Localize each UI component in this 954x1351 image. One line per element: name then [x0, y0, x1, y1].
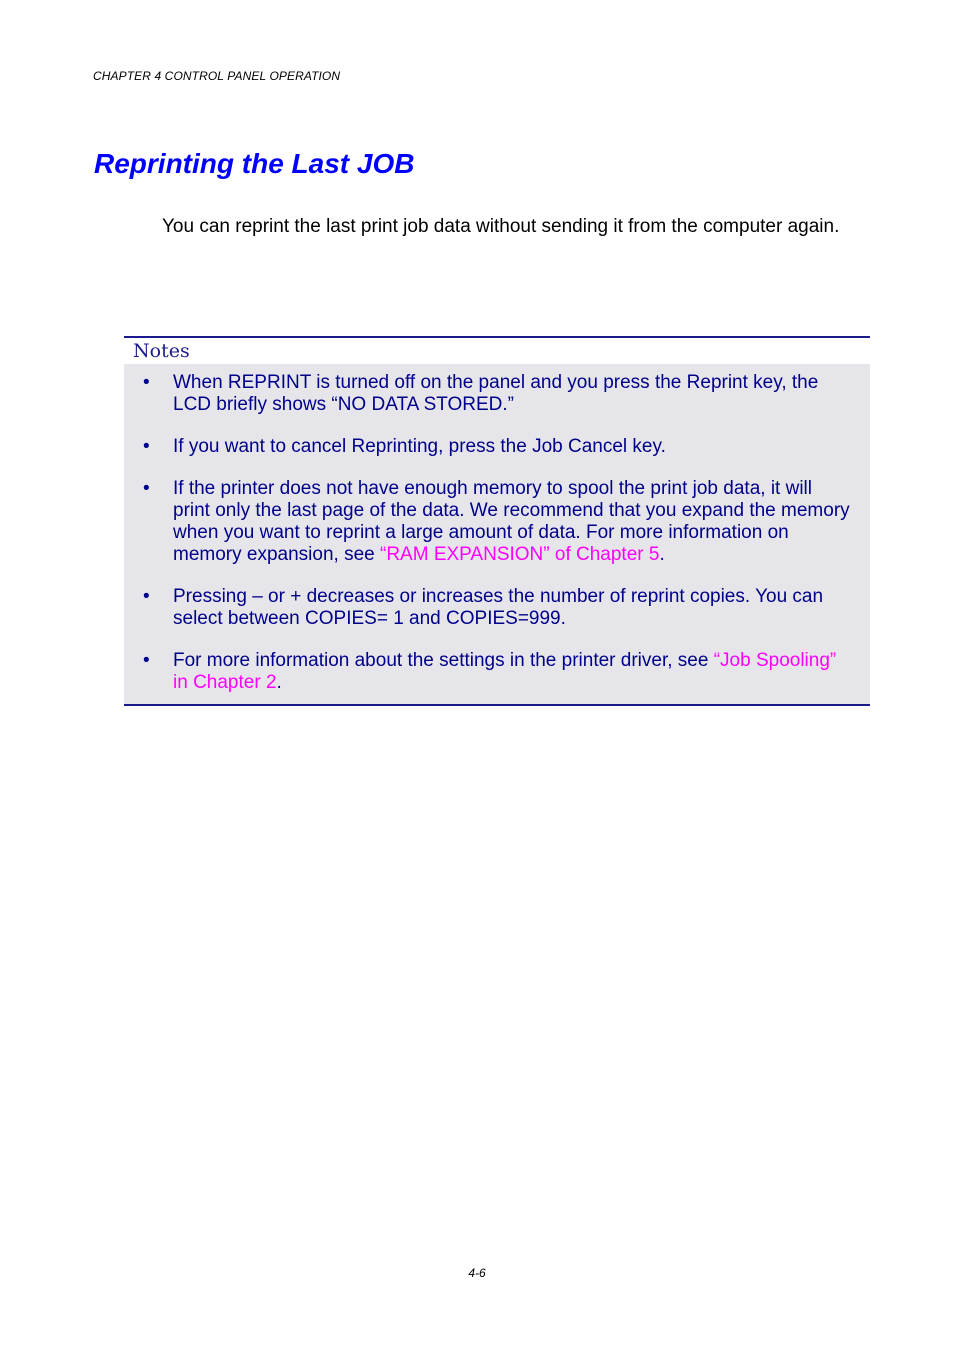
bullet-icon: •: [143, 650, 150, 671]
running-header: CHAPTER 4 CONTROL PANEL OPERATION: [93, 69, 341, 83]
bullet-icon: •: [143, 436, 150, 457]
note-item: [124, 436, 852, 458]
note-text: If the printer does not have enough memory to spool the print job data, it will print only the last page of the data. We recommend that you expand the memory when you want to reprint a large amount of data. For more information on memory expansion, see: [173, 478, 850, 565]
notes-label: Notes: [124, 338, 870, 364]
note-text: If you want to cancel Reprinting, press the Job Cancel key.: [173, 436, 666, 457]
bullet-icon: •: [143, 586, 150, 607]
note-item: [124, 650, 852, 694]
notes-list: [124, 364, 870, 704]
note-item: [124, 372, 852, 416]
note-item: [124, 478, 852, 566]
note-text: Pressing – or + decreases or increases the number of reprint copies. You can select between COPIES= 1 and COPIES=999.: [173, 586, 824, 629]
bullet-icon: •: [143, 372, 150, 393]
page-number: 4-6: [468, 1266, 486, 1280]
intro-paragraph: You can reprint the last print job data without sending it from the computer again.: [162, 216, 840, 237]
note-text: For more information about the settings in the printer driver, see: [173, 650, 714, 671]
note-text-end: .: [659, 544, 665, 565]
note-item: [124, 586, 852, 630]
note-text-end: .: [276, 672, 282, 693]
note-text: When REPRINT is turned off on the panel and you press the Reprint key, the LCD briefly shows “NO DATA STORED.”: [173, 372, 819, 415]
ram-expansion-link[interactable]: “RAM EXPANSION” of Chapter 5: [380, 544, 660, 565]
job-spooling-link[interactable]: “Job Spooling” in Chapter 2: [173, 650, 837, 693]
bullet-icon: •: [143, 478, 150, 499]
section-title: Reprinting the Last JOB: [94, 148, 415, 179]
notes-box: [124, 336, 870, 706]
